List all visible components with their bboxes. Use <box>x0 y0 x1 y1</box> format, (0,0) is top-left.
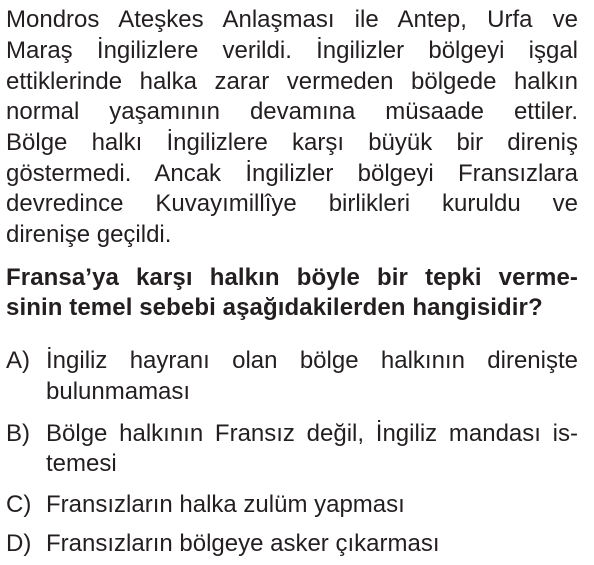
option-letter: C) <box>6 491 32 518</box>
passage-line: devredince Kuvayımillîye birlikleri kuruldu ve <box>6 190 578 217</box>
question-line: sinin temel sebebi aşağıdakilerden hangisidir? <box>6 294 543 321</box>
option-text: Fransızların halka zulüm yapması <box>46 491 405 518</box>
option-text: temesi <box>46 450 117 477</box>
passage-line: göstermedi. Ancak İngilizler bölgeyi Fransızlara <box>6 160 578 187</box>
passage-line: ettiklerinde halka zarar vermeden bölgede halkın <box>6 68 578 95</box>
question-line: Fransa’ya karşı halkın böyle bir tepki verme- <box>6 264 578 291</box>
option-letter: B) <box>6 420 30 447</box>
passage-line: normal yaşamının devamına müsaade ettiler. <box>6 98 578 125</box>
passage-line: Mondros Ateşkes Anlaşması ile Antep, Urfa ve <box>6 6 578 33</box>
passage-line: Bölge halkı İngilizlere karşı büyük bir direniş <box>6 129 578 156</box>
option-text: Fransızların bölgeye asker çıkarması <box>46 530 440 557</box>
passage-line: Maraş İngilizlere verildi. İngilizler bölgeyi işgal <box>6 37 578 64</box>
passage-line: direnişe geçildi. <box>6 221 172 248</box>
option-text: bulunmaması <box>46 378 191 405</box>
option-letter: D) <box>6 530 32 557</box>
option-text: İngiliz hayranı olan bölge halkının direnişte <box>46 347 578 374</box>
option-letter: A) <box>6 347 30 374</box>
option-text: Bölge halkının Fransız değil, İngiliz mandası is- <box>46 420 578 447</box>
